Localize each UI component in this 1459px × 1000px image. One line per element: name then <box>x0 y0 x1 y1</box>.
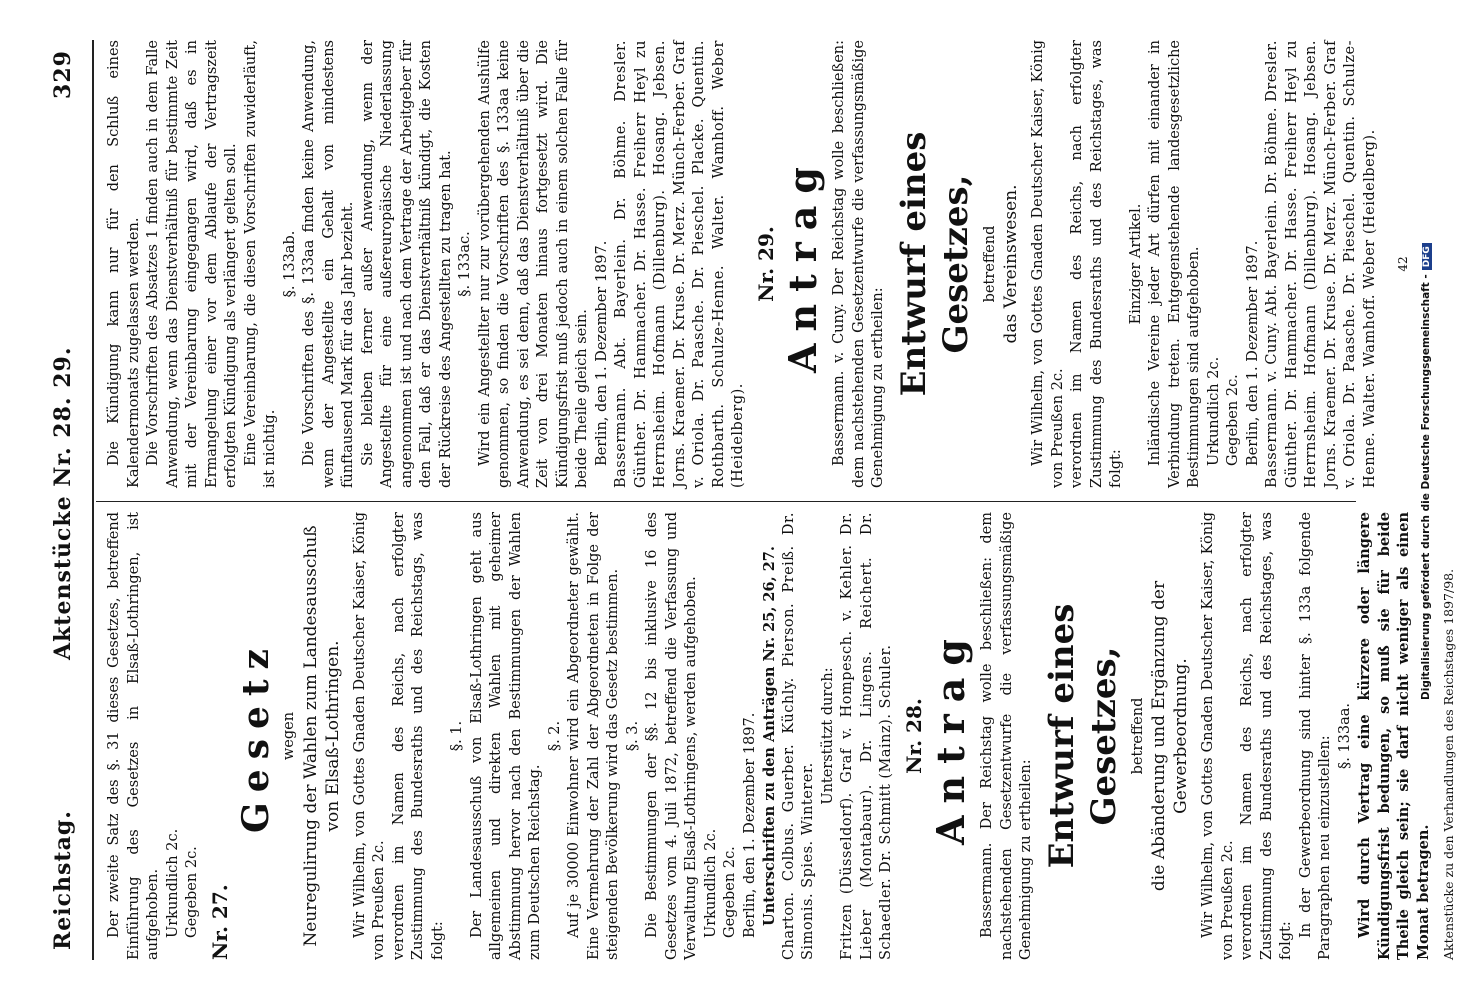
paragraph: Der zweite Satz des §. 31 dieses Gesetzes, betreffend Einführung des Gesetzes in Elsaß-Lothringen, ist aufgehoben. <box>106 512 161 960</box>
dfg-logo: DFG <box>1422 243 1432 270</box>
paragraph-number: §. 133ab. <box>281 230 298 298</box>
sheet-number: 42 <box>1396 256 1410 272</box>
heading-gesetz: Gesetz <box>235 639 277 833</box>
paragraph: Urkundlich 2c. <box>164 828 181 938</box>
paragraph: verordnen im Namen des Reichs, nach erfolgter Zustimmung des Bundesraths und des Reichstages, was folgt: <box>1239 512 1294 960</box>
paragraph: Wird ein Angestellter nur zur vorübergehenden Aushülfe genommen, so finden die Vorschriften des §. 133aa keine Anwendung, es sei denn, daß das Dienstverhältniß über die Zeit von drei Monaten hinaus fortgesetzt wird. Die Kündigungsfrist muß jedoch auch in einem solchen Falle für beide Theile gleich sein. <box>476 40 590 488</box>
heading-antrag-29: Antrag <box>780 155 825 373</box>
supported-by: Unterstützt durch: <box>819 667 836 805</box>
motion-text: Bassermann. v. Cuny. Der Reichstag wolle beschließen: dem nachstehenden Gesetzentwurfe die verfassungsmäßige Genehmigung zu ertheilen: <box>831 40 886 488</box>
left-column <box>105 512 1459 960</box>
signature-list: Bassermann. v. Cuny. Abt. Bayerlein. Dr. Böhme. Dresler. Günther. Dr. Hammacher. Dr. Hasse. Freiherr Heyl zu Herrnsheim. Hofmann (Dillenburg). Hosang. Jebsen. Jorns. Kraemer. Dr. Kruse. Dr. Merz. Münch-Ferber. Graf v. Oriola. Dr. Paasche. Dr. Pieschel. Quentin. Schulze-Henne. Walter. Wamhoff. Weber (Heidelberg). <box>1264 40 1378 488</box>
heading-wegen: wegen <box>281 711 297 761</box>
heading-entwurf-29: Entwurf eines Gesetzes, <box>893 131 976 397</box>
paragraph: verordnen im Namen des Reichs, nach erfolgter Zustimmung des Bundesraths und des Reichstags, was folgt: <box>390 512 446 960</box>
section-number-29: Nr. 29. <box>753 226 778 302</box>
preamble: Wir Wilhelm, von Gottes Gnaden Deutscher Kaiser, König von Preußen 2c. <box>1030 40 1066 488</box>
signature-list: Bassermann. Abt. Bayerlein. Dr. Böhme. Dresler. Günther. Dr. Hammacher. Dr. Hasse. Freiherr Heyl zu Herrnsheim. Hofmann (Dillenburg). Hosang. Jebsen. Jorns. Kraemer. Dr. Kruse. Dr. Merz. Münch-Ferber. Graf v. Oriola. Dr. Paasche. Dr. Pieschel. Placke. Quentin. Rothbarth. Schulze-Henne. Walter. Wamhoff. Weber (Heidelberg). <box>613 40 746 488</box>
signatures-heading: Unterschriften zu den Anträgen Nr. 25, 26, 27. <box>761 546 778 926</box>
header-left: Reichstag. <box>50 810 76 950</box>
paragraph: Auf je 30000 Einwohner wird ein Abgeordneter gewählt. Eine Vermehrung der Zahl der Abgeordneten in Folge der steigenden Bevölkerung wird das Gesetz bestimmen. <box>566 512 621 960</box>
paragraph-number: §. 3. <box>624 720 641 752</box>
paragraph: Gegeben 2c. <box>722 846 738 938</box>
page-footer: Aktenstücke zu den Verhandlungen des Reichstages 1897/98. <box>1441 568 1456 960</box>
heading-betreffend: betreffend <box>1129 697 1146 775</box>
right-column <box>105 40 1414 488</box>
paragraph-number: §. 133ac. <box>457 231 473 297</box>
page-header <box>50 40 90 960</box>
heading-entwurf-28: Entwurf eines Gesetzes, <box>1041 603 1124 869</box>
paragraph-number: §. 2. <box>546 720 563 752</box>
paragraph: Urkundlich 2c. <box>1205 356 1222 466</box>
header-rule <box>92 40 94 960</box>
header-center: Aktenstücke Nr. 28. 29. <box>50 346 76 660</box>
signature-list: Charton. Colbus. Guerber. Küchly. Pierson. Preiß. Dr. Simonis. Spies. Winterer. <box>780 512 816 960</box>
paragraph: Sie bleiben ferner außer Anwendung, wenn der Angestellte für eine außereuropäische Niederlassung angenommen ist und nach dem Vertrage der Arbeitgeber für den Fall, daß er das Dienstverhältniß kündigt, die Kosten der Rückreise des Angestellten zu tragen hat. <box>359 40 454 488</box>
motion-text: Bassermann. Der Reichstag wolle beschließen: dem nachstehenden Gesetzentwurfe die verfassungsmäßige Genehmigung zu ertheilen: <box>979 512 1034 960</box>
heading-betreffend: betreffend <box>981 225 998 303</box>
section-number-27: Nr. 27. <box>207 884 232 960</box>
law-title-27: Neuregulirung der Wahlen zum Landesausschuß von Elsaß-Lothringen. <box>300 525 343 947</box>
paragraph: Die Bestimmungen der §§. 12 bis inklusive 16 des Gesetzes vom 4. Juli 1872, betreffend die Verfassung und Verwaltung Elsaß-Lothringens, werden aufgehoben. <box>644 512 699 960</box>
paragraph: verordnen im Namen des Reichs, nach erfolgter Zustimmung des Bundesraths und des Reichstages, was folgt: <box>1069 40 1124 488</box>
paragraph: Gegeben 2c. <box>1225 374 1241 466</box>
law-title-28: die Abänderung und Ergänzung der Gewerbeordnung. <box>1149 580 1191 892</box>
article-heading: Einziger Artikel. <box>1127 203 1144 325</box>
paragraph-number: §. 1. <box>449 720 465 752</box>
section-number-28: Nr. 28. <box>901 698 926 774</box>
date-line: Berlin, den 1. Dezember 1897. <box>741 712 758 938</box>
paragraph: Eine Vereinbarung, die diesen Vorschriften zuwiderläuft, ist nichtig. <box>242 40 278 488</box>
dfg-credit-text: Digitalisierung gefördert durch die Deutsche Forschungsgemeinschaft - <box>1420 274 1432 700</box>
paragraph-number: §. 133aa. <box>1336 702 1353 770</box>
page-number: 329 <box>50 50 76 99</box>
heading-antrag-28: Antrag <box>928 627 973 845</box>
paragraph: In der Gewerbeordnung sind hinter §. 133a folgende Paragraphen neu einzustellen: <box>1297 512 1333 960</box>
paragraph: Wird durch Vertrag eine kürzere oder längere Kündigungsfrist bedungen, so muß sie für beide Theile gleich sein; sie darf nicht weniger als einen Monat betragen. <box>1356 512 1432 960</box>
preamble: Wir Wilhelm, von Gottes Gnaden Deutscher Kaiser, König von Preußen 2c. <box>351 512 387 960</box>
preamble: Wir Wilhelm, von Gottes Gnaden Deutscher Kaiser, König von Preußen 2c. <box>1200 512 1236 960</box>
signature-list: Fritzen (Düsseldorf). Graf v. Hompesch. v. Kehler. Dr. Lieber (Montabaur). Dr. Lingens. Reichert. Dr. Schaedler. Dr. Schmitt (Mainz). Schuler. <box>839 512 894 960</box>
date-line: Berlin, den 1. Dezember 1897. <box>1244 240 1261 466</box>
paragraph: Die Vorschriften des §. 133aa finden keine Anwendung, wenn der Angestellte ein Gehalt von mindestens fünftausend Mark für das Jahr bezieht. <box>301 40 356 488</box>
paragraph: Gegeben 2c. <box>184 846 200 938</box>
column-divider <box>96 501 1356 502</box>
paragraph: Urkundlich 2c. <box>702 828 719 938</box>
paragraph: Die Kündigung kann nur für den Schluß eines Kalendermonats zugelassen werden. <box>106 40 142 488</box>
paragraph: Der Landesausschuß von Elsaß-Lothringen geht aus allgemeinen und direkten Wahlen mit geheimer Abstimmung hervor nach den Bestimmungen der Wahlen zum Deutschen Reichstag. <box>468 512 543 960</box>
paragraph: Die Vorschriften des Absatzes 1 finden auch in dem Falle Anwendung, wenn das Dienstverhältniß für bestimmte Zeit mit der Vereinbarung eingegangen wird, daß es in Ermangelung einer vor dem Ablaufe der Vertragszeit erfolgten Kündigung als verlängert gelten soll. <box>145 40 239 488</box>
paragraph: Inländische Vereine jeder Art dürfen mit einander in Verbindung treten. Entgegenstehende landesgesetzliche Bestimmungen sind aufgehoben. <box>1147 40 1202 488</box>
dfg-credit <box>1420 0 1436 700</box>
law-title-29: das Vereinswesen. <box>1001 184 1021 344</box>
date-line: Berlin, den 1. Dezember 1897. <box>593 240 610 466</box>
